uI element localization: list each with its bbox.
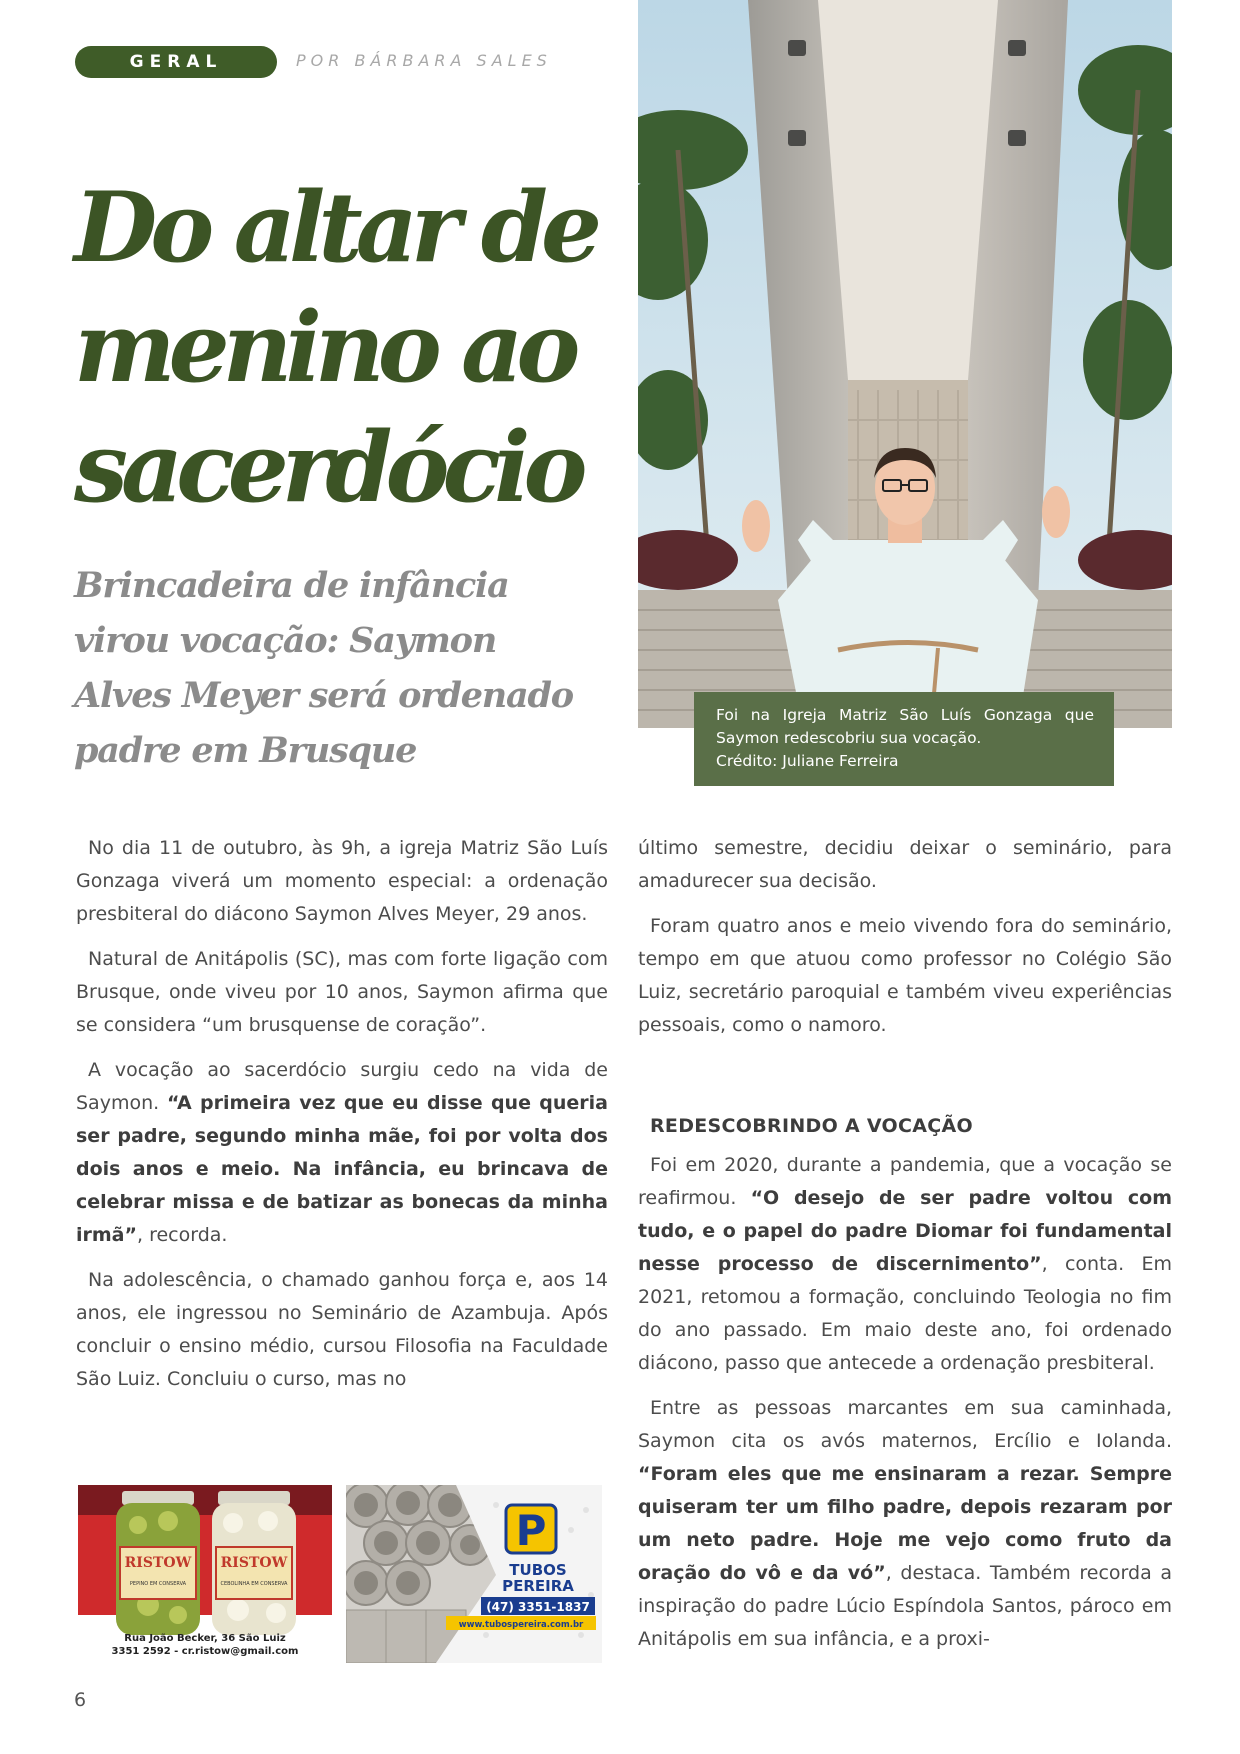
paragraph-7 <box>638 1392 1172 1656</box>
section-heading: REDESCOBRINDO A VOCAÇÃO <box>650 1115 973 1137</box>
subheadline-line-1: Brincadeira de infância <box>74 565 509 606</box>
ristow-ad[interactable] <box>78 1485 332 1663</box>
headline-line-3: sacerdócio <box>74 411 581 524</box>
church-photo <box>638 0 1172 728</box>
page-number: 6 <box>74 1689 87 1711</box>
ristow-address: Rua João Becker, 36 São Luiz <box>124 1633 286 1644</box>
ristow-brand-jar2: RISTOW <box>220 1555 288 1571</box>
subheadline-line-3: Alves Meyer será ordenado <box>74 675 573 716</box>
headline-line-1: Do altar de <box>74 171 596 284</box>
paragraph-1: No dia 11 de outubro, às 9h, a igreja Matriz São Luís Gonzaga viverá um momento especial: a ordenação presbiteral do diácono Saymon Alves Meyer, 29 anos. <box>76 837 608 925</box>
article-column-right <box>638 832 1172 1668</box>
paragraph-6-intro: Foi em 2020, durante a pandemia, que a vocação se reafirmou. <box>638 1154 1172 1209</box>
subheadline <box>74 558 594 778</box>
paragraph-4: Na adolescência, o chamado ganhou força e, aos 14 anos, ele ingressou no Seminário de Azambuja. Após concluir o ensino médio, cursou Filosofia na Faculdade São Luiz. Concluiu o curso, mas no <box>76 1269 608 1390</box>
quote-vocation: “O desejo de ser padre voltou com tudo, e o papel do padre Diomar foi fundamental nesse processo de discernimento” <box>638 1187 1172 1275</box>
tubos-brand-line-2: PEREIRA <box>502 1577 574 1595</box>
headline <box>74 168 634 528</box>
paragraph-4-continued: último semestre, decidiu deixar o seminário, para amadurecer sua decisão. <box>638 837 1172 892</box>
paragraph-3 <box>76 1054 608 1252</box>
paragraph-6-end: , conta. Em 2021, retomou a formação, concluindo Teologia no fim do ano passado. Em maio deste ano, foi ordenado diácono, passo que antecede a ordenação presbiteral. <box>638 1253 1172 1374</box>
paragraph-3-end: , recorda. <box>137 1224 228 1246</box>
section-tag: GERAL <box>75 46 277 78</box>
author-byline: POR BÁRBARA SALES <box>296 51 552 70</box>
paragraph-5: Foram quatro anos e meio vivendo fora do seminário, tempo em que atuou como professor no Colégio São Luiz, secretário paroquial e também viveu experiências pessoais, como o namoro. <box>638 915 1172 1036</box>
subheadline-line-4: padre em Brusque <box>74 730 417 771</box>
paragraph-7-end: , destaca. Também recorda a inspiração do padre Lúcio Espíndola Santos, pároco em Anitápolis em sua infância, e a proxi- <box>638 1562 1172 1650</box>
headline-line-2: menino ao <box>74 291 574 404</box>
article-column-left <box>76 832 608 1408</box>
ristow-contact[interactable]: 3351 2592 - cr.ristow@gmail.com <box>111 1646 299 1657</box>
photo-credit: Crédito: Juliane Ferreira <box>716 752 899 770</box>
quote-grandparents: “Foram eles que me ensinaram a rezar. Sempre quiseram ter um filho padre, depois rezaram por um neto padre. Hoje me vejo como fruto da oração do vô e da vó” <box>638 1463 1172 1584</box>
photo-caption <box>694 692 1114 786</box>
paragraph-7-intro: Entre as pessoas marcantes em sua caminhada, Saymon cita os avós maternos, Ercílio e Iolanda. <box>638 1397 1172 1452</box>
subheadline-line-2: virou vocação: Saymon <box>74 620 497 661</box>
paragraph-6 <box>638 1149 1172 1380</box>
paragraph-3-intro: A vocação ao sacerdócio surgiu cedo na vida de Saymon. <box>76 1059 608 1114</box>
quote-childhood: “A primeira vez que eu disse que queria ser padre, segundo minha mãe, foi por volta dos dois anos e meio. Na infância, eu brincava de celebrar missa e de batizar as bonecas da minha irmã” <box>76 1092 609 1246</box>
tubos-website-link[interactable]: www.tubospereira.com.br <box>458 1620 584 1630</box>
ristow-jar2-label: CEBOLINHA EM CONSERVA <box>220 1581 288 1587</box>
tubos-phone[interactable]: (47) 3351-1837 <box>486 1600 590 1614</box>
ristow-brand-jar1: RISTOW <box>124 1555 192 1571</box>
tubos-pereira-ad[interactable] <box>346 1485 602 1663</box>
tubos-logo-icon: P <box>515 1506 547 1555</box>
paragraph-2: Natural de Anitápolis (SC), mas com forte ligação com Brusque, onde viveu por 10 anos, Saymon afirma que se considera “um brusquense de coração”. <box>76 948 608 1036</box>
tubos-brand-line-1: TUBOS <box>509 1561 567 1579</box>
caption-text: Foi na Igreja Matriz São Luís Gonzaga que Saymon redescobriu sua vocação. <box>716 706 1094 747</box>
ristow-jar1-label: PEPINO EM CONSERVA <box>129 1581 187 1587</box>
